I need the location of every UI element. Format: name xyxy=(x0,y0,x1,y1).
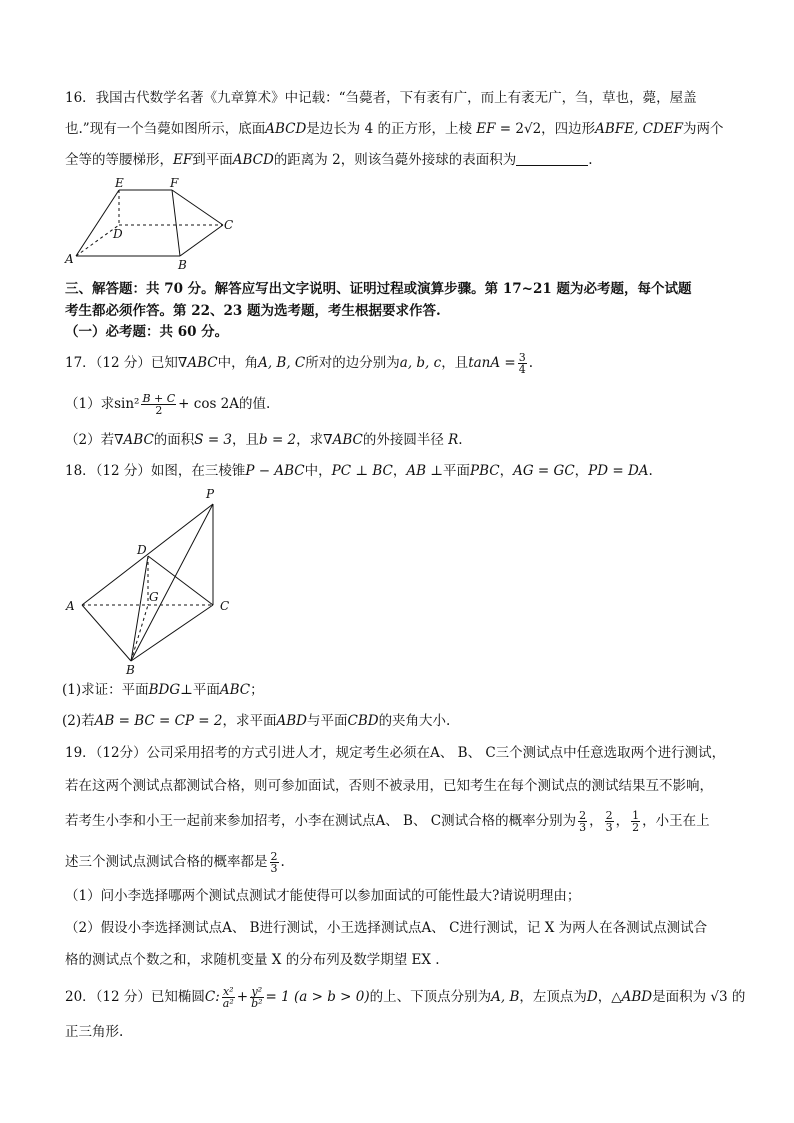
q19-part2-line2: 格的测试点个数之和，求随机变量 X 的分布列及数学期望 EX . xyxy=(65,952,440,968)
label-a: A xyxy=(66,599,75,613)
label-g: G xyxy=(149,590,159,604)
q16-line2: 也.”现有一个刍薨如图所示，底面ABCD是边长为 4 的正方形，上棱 EF = 2√2，四边形ABFE, CDEF为两个 xyxy=(65,121,724,137)
answer-blank xyxy=(516,151,588,166)
label-b: B xyxy=(178,258,187,272)
q19-line1: 19．（12分）公司采用招考的方式引进人才，规定考生必须在A、 B、 C三个测试点中任意选取两个进行测试， xyxy=(65,745,726,761)
label-a: A xyxy=(65,252,74,266)
label-c: C xyxy=(224,218,234,232)
label-e: E xyxy=(115,178,124,190)
section3-line1: 三、解答题：共 70 分。解答应写出文字说明、证明过程或演算步骤。第 17~21 题为必考题，每个试题 xyxy=(65,281,692,297)
q17-line1: 17．（12 分）已知∇ABC中，角A, B, C所对的边分别为a, b, c，且tanA = $\frac{3}{4}$ . xyxy=(65,351,534,376)
q18-figure xyxy=(60,484,245,674)
label-d: D xyxy=(113,227,123,241)
q19-line3: 若考生小李和小王一起前来参加招考，小李在测试点A、 B、 C测试合格的概率分别为 $\frac{2}{3}$ ， $\frac{2}{3}$ ， $\frac{1}{2}$ ，小王在上 xyxy=(65,809,710,834)
label-b: B xyxy=(126,663,135,674)
q17-part1: （1）求sin² $\frac{B + C}{2}$ + cos 2A的值. xyxy=(65,392,271,417)
section3-line2: 考生都必须作答。第 22、23 题为选考题，考生根据要求作答. xyxy=(65,303,441,319)
q18-part2: (2)若AB = BC = CP = 2，求平面ABD与平面CBD的夹角大小. xyxy=(62,713,451,729)
q16-line1: 16．我国古代数学名著《九章算术》中记载：“刍薨者，下有袤有广，而上有袤无广，刍，草也，薨，屋盖 xyxy=(65,90,697,106)
q19-part2-line1: （2）假设小李选择测试点A、 B进行测试，小王选择测试点A、 C进行测试，记 X 为两人在各测试点测试合 xyxy=(65,920,708,936)
q19-line2: 若在这两个测试点都测试合格，则可参加面试，否则不被录用，已知考生在每个测试点的测试结果互不影响， xyxy=(65,778,713,794)
q18-part1: (1)求证：平面BDG⊥平面ABC； xyxy=(62,682,264,698)
q19-part1: （1）问小李选择哪两个测试点测试才能使得可以参加面试的可能性最大?请说明理由； xyxy=(65,888,581,904)
section3-line3: （一）必考题：共 60 分。 xyxy=(65,324,229,340)
q16-figure xyxy=(60,178,240,273)
label-p: P xyxy=(206,487,215,501)
label-c: C xyxy=(220,599,230,613)
label-f: F xyxy=(170,178,179,190)
q18-line1: 18．（12 分）如图，在三棱锥P − ABC中，PC ⊥ BC，AB ⊥平面PBC，AG = GC，PD = DA. xyxy=(65,463,653,479)
q16-line3: 全等的等腰梯形，EF到平面ABCD的距离为 2，则该刍薨外接球的表面积为 . xyxy=(65,152,593,168)
q20-line1: 20．（12 分）已知椭圆C: $\frac{\text{x²}}{\text{a²}}$ + $\frac{\text{y²}}{\text{b²}}$ = 1 (a > b > 0)的上、下顶点分别为A, B，左顶点为D，△ABD是面积为 √3 的 xyxy=(65,985,746,1010)
q17-part2: （2）若∇ABC的面积S = 3，且b = 2，求∇ABC的外接圆半径 R. xyxy=(65,432,463,448)
q19-line4: 述三个测试点测试合格的概率都是 $\frac{2}{3}$ . xyxy=(65,850,285,875)
label-d: D xyxy=(137,543,147,557)
q20-line2: 正三角形. xyxy=(65,1024,124,1040)
